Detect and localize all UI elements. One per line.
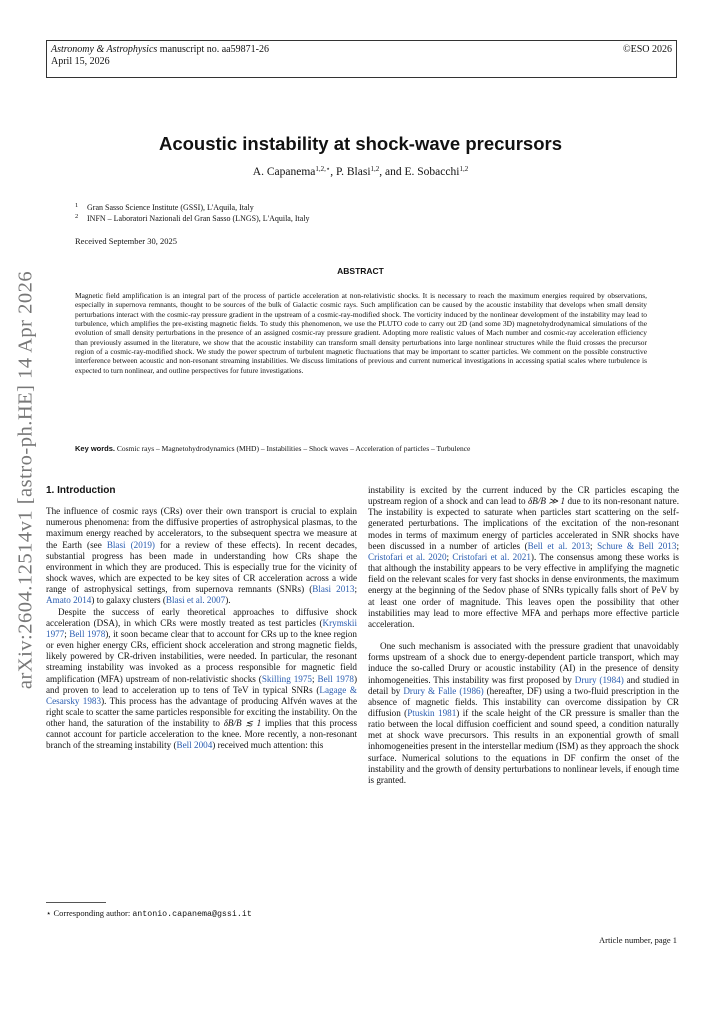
body-text: ; (446, 551, 453, 562)
manuscript-number: manuscript no. aa59871-26 (157, 44, 269, 55)
intro-paragraph-1 (46, 506, 357, 606)
keywords-text: Cosmic rays – Magnetohydrodynamics (MHD) – Instabilities – Shock waves – Acceleration of particles – Turbulence (116, 444, 471, 453)
citation-link[interactable]: Cristofari et al. 2020 (368, 551, 447, 562)
body-text: ) received much attention: this (212, 740, 324, 751)
arxiv-stamp (6, 260, 46, 700)
body-text: ). The consensus among these works is that although the instability appears to be very effective in amplifying the magnetic field on the relevant scales for very fast shocks in dense environments, the maximum energy at the beginning of the Sedov phase of SNRs typically falls short of PeV by at least one order of magnitude. This leaves open the possibility that other instabilities may lead to more effective MFA and perhaps more effective particle acceleration. (368, 551, 679, 629)
citation-link[interactable]: Blasi (2019) (106, 539, 155, 550)
body-text: Despite the success of early theoretical approaches to diffusive shock acceleration (DSA), in which CRs were mostly treated as test particles ( (46, 606, 357, 628)
citation-link[interactable]: Skilling 1975 (261, 673, 312, 684)
body-text: ). (225, 595, 231, 606)
author-affiliation-mark: 1,2 (459, 165, 469, 173)
footnote-label: Corresponding author: (51, 908, 133, 918)
abstract-text: Magnetic field amplification is an integral part of the process of particle acceleration at non-relativistic shocks. It is necessary to reach the maximum energies required by observations, especially in supernova remnants, thought to be sources of the bulk of Galactic cosmic rays. Such amplification can be caused by the acoustic instability that develops when small density perturbations interact with the cosmic-ray pressure gradient in the upstream of a cosmic-ray-modified shock. The vorticity induced by the nonlinear development of the instability may lead to turbulence, which amplifies the pre-existing magnetic fields. To study this phenomenon, we use the PLUTO code to carry out 2D (and some 3D) magnetohydrodynamical simulations of the evolution of small density perturbations in the presence of an assigned cosmic-ray pressure gradient. Adopting more realistic values of Mach number and cosmic-ray acceleration efficiency than previously assumed in the literature, we show that the acoustic instability can transform small density perturbations into large nonlinear structures while the fluid crosses the precursor region of a cosmic-ray-modified shock. We study the power spectrum of turbulent magnetic fluctuations that may be important to scatter particles. We comment on the possible constructive interference between acoustic and non-resonant streaming instabilities. We discuss limitations of previous and current numerical investigations in accessing spatial scales where turbulence is expected to turn nonlinear, and outline perspectives for future investigations. (75, 291, 647, 375)
author-affiliation-mark: 1,2 (370, 165, 380, 173)
citation-link[interactable]: Drury (1984) (574, 674, 624, 685)
copyright-notice: ©ESO 2026 (623, 44, 672, 55)
body-text: ; (312, 673, 318, 684)
affiliation-number: 1 (75, 202, 79, 209)
affiliations (75, 202, 310, 224)
citation-link[interactable]: Blasi et al. 2007 (165, 595, 226, 606)
body-text: instability is excited by the current induced by the CR particles escaping the upstream region of a shock and can lead to (368, 485, 679, 507)
body-text: ; (590, 540, 598, 551)
received-date: Received September 30, 2025 (75, 236, 177, 246)
citation-link[interactable]: Blasi 2013 (312, 584, 355, 595)
author-name: A. Capanema (252, 166, 316, 178)
affiliation-number: 2 (75, 213, 79, 220)
running-header-box (46, 40, 677, 78)
footnote-mark: ⋆ (46, 908, 52, 918)
citation-link[interactable]: Krymskii 1977 (46, 617, 357, 639)
page-number: Article number, page 1 (598, 935, 677, 945)
citation-link[interactable]: Cristofari et al. 2021 (452, 551, 531, 562)
intro-paragraph-3 (368, 485, 679, 630)
citation-link[interactable]: Schure & Bell 2013 (597, 540, 677, 551)
footnote (46, 908, 252, 919)
body-text: ; (354, 584, 357, 595)
body-text: ) if the scale height of the CR pressure is smaller than the ratio between the local diffusion coefficient and sound speed, a condition naturally met at shock wave precursors. This results in an exponential growth of small inhomogeneities present in the interstellar medium (ISM) as they approach the shock surface. Numerical solutions to the equations in DF confirm the onset of the instability and the growth of density perturbations to nonlinear levels, if enough time is granted. (368, 707, 680, 785)
author-list (0, 166, 721, 178)
citation-link[interactable]: Lagage & Cesarsky 1983 (46, 684, 358, 706)
author-name: E. Sobacchi (404, 166, 460, 178)
affiliation-item (75, 202, 310, 213)
running-header-left (51, 44, 269, 68)
journal-name: Astronomy & Astrophysics (51, 44, 158, 55)
intro-paragraph-4 (368, 641, 679, 786)
citation-link[interactable]: Ptuskin 1981 (407, 707, 457, 718)
affiliation-item (75, 213, 310, 224)
author-separator: , and (379, 166, 405, 178)
affiliation-text: Gran Sasso Science Institute (GSSI), L'Aquila, Italy (87, 203, 254, 212)
body-text: for a review of these effects). In recent decades, substantial progress has been made in understanding how CRs shape the environment in which they are produced. This is especially true for the vicinity of shock waves, which are expected to be key sites of CR acceleration across a wide range of astrophysical settings, from supernova remnants (SNRs) ( (46, 539, 357, 595)
abstract-heading: ABSTRACT (337, 266, 384, 276)
body-text: implies that this process cannot account for particle acceleration to the knee. More recently, a non-resonant branch of the streaming instability ( (46, 718, 358, 751)
keywords (75, 444, 655, 453)
body-text: (hereafter, DF) using a two-fluid prescription in the absence of magnetic fields. This instability can overcome dissipation by CR diffusion ( (368, 685, 679, 718)
body-text: ), it soon became clear that to account for CRs up to the knee region or even higher energy CRs, efficient shock acceleration and strong magnetic fields, likely powered by CR-driven instabilities, were needed. In particular, the resonant streaming instability was invoked as a process responsible for magnetic field amplification (MFA) upstream of non-relativistic shocks ( (46, 628, 357, 684)
citation-link[interactable]: Drury & Falle (1986) (403, 685, 484, 696)
body-text: The influence of cosmic rays (CRs) over their own transport is crucial to explain numerous phenomena: from the diffusive properties of astrophysical plasmas, to the maximum energy reached by accelerators, to the subsequent spectra we measure at the Earth (see (46, 506, 357, 550)
author-email[interactable]: antonio.capanema@gssi.it (132, 910, 252, 919)
arxiv-id: arXiv:2604.12514v1 [astro-ph.HE] 14 Apr 2026 (14, 270, 37, 690)
right-column (368, 485, 679, 786)
body-text: ). This process has the advantage of producing Alfvén waves at the right scale to scatter the same particles responsible for exciting the instability. On the other hand, the saturation of the instability to (46, 695, 357, 729)
author-separator: , (330, 166, 337, 178)
left-column (46, 485, 357, 752)
body-text: ; (64, 628, 70, 639)
body-text: ) and proven to lead to acceleration up to tens of TeV in typical SNRs ( (46, 673, 357, 695)
citation-link[interactable]: Bell 1978 (317, 673, 354, 684)
affiliation-text: INFN – Laboratori Nazionali del Gran Sasso (LNGS), L'Aquila, Italy (87, 214, 310, 223)
author-name: P. Blasi (336, 166, 371, 178)
body-text: ; (676, 540, 679, 551)
intro-paragraph-2 (46, 607, 357, 752)
paper-title: Acoustic instability at shock-wave precursors (158, 133, 563, 154)
inline-math: δB/B ≲ 1 (223, 718, 262, 729)
citation-link[interactable]: Bell et al. 2013 (527, 540, 591, 551)
author-affiliation-mark: 1,2,⋆ (315, 165, 331, 173)
body-text: due to its non-resonant nature. The instability is expected to saturate when particles start scattering on the self-generated perturbations. The implications of the excitation of the non-resonant modes in terms of maximum energy of particles accelerated in SNR shocks have been discussed in a number of articles ( (368, 496, 679, 551)
citation-link[interactable]: Amato 2014 (46, 595, 92, 606)
body-text: and studied in detail by (368, 674, 680, 696)
citation-link[interactable]: Bell 1978 (69, 628, 106, 639)
header-date: April 15, 2026 (51, 56, 110, 67)
section-heading: 1. Introduction (46, 485, 116, 496)
inline-math: δB/B ≫ 1 (528, 496, 566, 507)
keywords-label: Key words. (75, 444, 116, 453)
body-text: One such mechanism is associated with the pressure gradient that unavoidably forms upstream of a shock due to energy-dependent particle transport, which may induce the so-called Drury or acoustic instability (AI) in the presence of density inhomogeneities. This instability was first proposed by (368, 641, 679, 685)
citation-link[interactable]: Bell 2004 (176, 740, 213, 751)
body-text: ) to galaxy clusters ( (91, 595, 166, 606)
footnote-rule (46, 902, 106, 903)
